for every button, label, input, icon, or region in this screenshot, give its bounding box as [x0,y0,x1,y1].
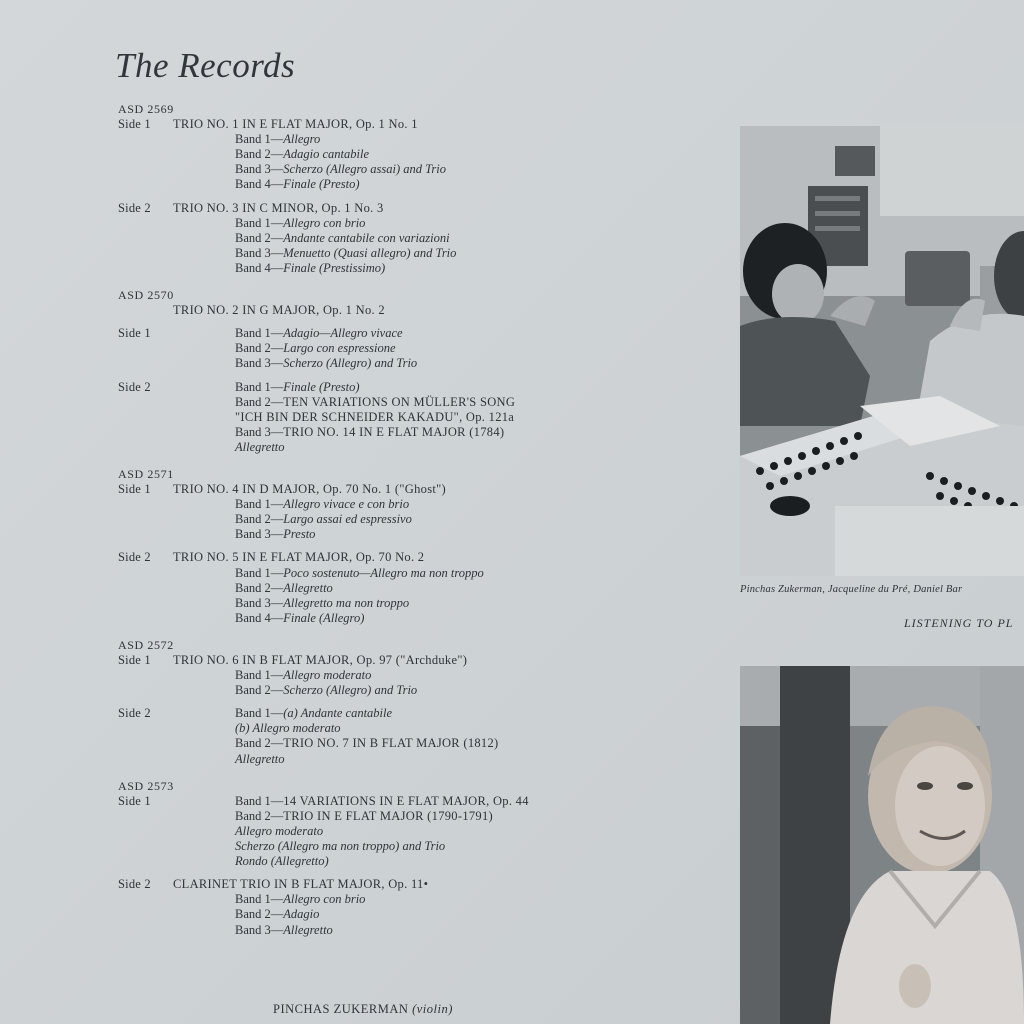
side-label [118,596,173,611]
record-side [118,380,718,455]
movement-title: Allegretto ma non troppo [283,595,410,610]
listing-row [118,497,718,512]
band-label: Band 1— [235,706,284,721]
movement-title: Allegretto [283,580,333,595]
band-label: Band 3— [235,922,284,937]
listing-row-body [173,246,718,261]
band-entry [173,425,718,440]
band-entry [173,261,718,276]
side-label [118,341,173,356]
listing-row [118,380,718,395]
catalog-number: ASD 2571 [118,466,174,481]
band-label: Band 3— [235,527,284,542]
band-entry [173,596,718,611]
movement-title: Allegro [283,132,321,147]
record-block [118,288,718,455]
listing-row [118,341,718,356]
band-entry [173,706,718,721]
side-label: Side 1 [118,482,151,497]
band-label: Band 4— [235,610,284,625]
side-label [118,527,173,542]
listing-row [118,147,718,162]
listing-row-body [173,147,718,162]
record-block [118,779,718,938]
side-label: Side 2 [118,877,151,892]
side-label [118,512,173,527]
performer-name: PINCHAS ZUKERMAN [273,1002,409,1016]
band-label: Band 1— [235,565,284,580]
listing-row-body [173,177,718,192]
record-side [118,550,718,625]
movement-title: Scherzo (Allegro) and Trio [283,683,418,698]
listing-row-body [173,923,718,938]
listing-row [118,923,718,938]
band-label: Band 2— [235,512,284,527]
listing-row [118,683,718,698]
band-label: Band 2— [235,907,284,922]
band-label: Band 3— [235,356,284,371]
listing-row-body [173,117,718,132]
side-label [118,683,173,698]
band-label: Band 3— [235,595,284,610]
band-label: Band 1— [235,793,284,808]
band-label: Band 1— [235,668,284,683]
movement-title: Allegro vivace e con brio [283,497,410,512]
movement-subtitle: Allegretto [235,439,285,454]
listing-row-body [173,356,718,371]
listing-row [118,907,718,922]
record-side [118,794,718,869]
band-label: Band 2— [235,808,284,823]
record-side [118,653,718,698]
listing-row [118,177,718,192]
listing-row [118,326,718,341]
band-label: Band 1— [235,497,284,512]
band-entry [173,341,718,356]
side-label: Side 1 [118,653,151,667]
record-block [118,102,718,276]
listing-row [118,201,718,216]
portrait-photo [740,666,1024,1024]
listing-row [118,162,718,177]
movement-title: Adagio cantabile [283,147,370,162]
side-label [118,246,173,261]
band-entry [173,809,718,824]
listing-row-body [173,201,718,216]
band-entry [173,231,718,246]
movement-title: Allegro moderato [283,668,372,683]
side-label [118,611,173,626]
record-side [118,117,718,192]
band-label: Band 1— [235,132,284,147]
band-label: Band 2— [235,147,284,162]
band-label: Band 1— [235,892,284,907]
listing-row-body [173,261,718,276]
movement-title: Largo assai ed espressivo [283,512,412,527]
side-label: Side 1 [118,793,151,808]
listing-row-body [173,596,718,611]
work-title: CLARINET TRIO IN B FLAT MAJOR, Op. 11• [173,877,429,892]
work-title-continued: "ICH BIN DER SCHNEIDER KAKADU", Op. 121a [235,409,515,424]
listing-row [118,216,718,231]
listing-row-body [173,303,718,318]
band-label: Band 2— [235,394,284,409]
band-entry [173,736,718,751]
listing-row [118,706,718,736]
listing-row-body [173,527,718,542]
record-side [118,303,718,318]
movement-subtitle: Rondo (Allegretto) [235,854,329,869]
band-label: Band 3— [235,245,284,260]
side-label [118,162,173,177]
movement-title: (a) Andante cantabile [283,706,393,721]
side-label [118,425,173,455]
portrait-illustration [740,666,1024,1024]
work-title: 14 VARIATIONS IN E FLAT MAJOR, Op. 44 [283,793,529,808]
listing-row [118,611,718,626]
work-title: TRIO NO. 4 IN D MAJOR, Op. 70 No. 1 ("Ghost") [173,482,447,497]
listing-row [118,566,718,581]
side-label [118,923,173,938]
movement-title: Finale (Prestissimo) [283,260,386,275]
listing-row-body [173,581,718,596]
movement-title: Poco sostenuto—Allegro ma non troppo [283,565,484,580]
band-entry [173,527,718,542]
band-label: Band 3— [235,162,284,177]
band-entry [173,162,718,177]
movement-title: Menuetto (Quasi allegro) and Trio [283,245,457,260]
listing-row-body [173,497,718,512]
side-label [118,736,173,766]
listing-row [118,892,718,907]
listing-row-body [173,668,718,683]
work-title: TRIO NO. 2 IN G MAJOR, Op. 1 No. 2 [173,303,385,318]
listing-row-body [173,231,718,246]
catalog-number: ASD 2572 [118,637,174,652]
movement-subtitle: Allegretto [235,751,285,766]
band-entry [173,497,718,512]
listing-row-body [173,341,718,356]
movement-title: Adagio—Allegro vivace [283,326,403,341]
listing-row [118,512,718,527]
band-entry [173,356,718,371]
movement-title: Finale (Allegro) [283,610,365,625]
listing-row [118,668,718,683]
listing-row-body [173,482,718,497]
listing-row-body [173,395,718,425]
listing-row-body [173,611,718,626]
band-label: Band 4— [235,177,284,192]
performer-credit [273,1002,453,1017]
side-label: Side 2 [118,706,151,721]
band-label: Band 1— [235,379,284,394]
movement-subtitle: (b) Allegro moderato [235,721,341,736]
band-entry [173,326,718,341]
band-entry [173,581,718,596]
record-side [118,706,718,766]
side-label [118,497,173,512]
band-label: Band 1— [235,215,284,230]
side-label [118,809,173,869]
performer-instrument: (violin) [412,1002,453,1016]
side-label [118,581,173,596]
work-title: TRIO IN E FLAT MAJOR (1790-1791) [283,808,493,823]
side-label: Side 1 [118,117,151,132]
record-side [118,201,718,276]
listing-row [118,596,718,611]
side-label [118,216,173,231]
listing-row [118,425,718,455]
band-entry [173,923,718,938]
band-entry [173,907,718,922]
band-label: Band 2— [235,341,284,356]
side-label [118,356,173,371]
listing-row [118,809,718,869]
listing-row-body [173,706,718,736]
page-title: The Records [115,46,296,85]
band-entry [173,380,718,395]
band-entry [173,395,718,410]
listing-row [118,356,718,371]
band-entry [173,892,718,907]
band-entry [173,246,718,261]
movement-title: Scherzo (Allegro assai) and Trio [283,162,446,177]
band-entry [173,668,718,683]
side-label: Side 2 [118,550,151,565]
work-title: TRIO NO. 5 IN E FLAT MAJOR, Op. 70 No. 2 [173,550,425,565]
side-label [118,231,173,246]
catalog-number: ASD 2570 [118,288,174,303]
band-label: Band 3— [235,424,284,439]
catalog-number: ASD 2573 [118,778,174,793]
record-listing [118,102,718,950]
listing-row-body [173,326,718,341]
listing-row [118,132,718,147]
recording-session-photo [740,126,1024,576]
movement-title: Andante cantabile con variazioni [283,230,450,245]
movement-title: Allegretto [283,922,333,937]
listing-row-body [173,653,718,668]
band-entry [173,611,718,626]
listing-row-body [173,794,718,809]
record-side [118,482,718,542]
band-entry [173,683,718,698]
side-label: Side 1 [118,326,151,341]
listing-row [118,261,718,276]
listing-row [118,246,718,261]
movement-subtitle: Allegro moderato [235,823,324,838]
work-title: TRIO NO. 14 IN E FLAT MAJOR (1784) [283,424,505,439]
listing-row [118,581,718,596]
listing-row [118,736,718,766]
side-label [118,395,173,425]
listing-row-body [173,512,718,527]
listing-row-body [173,162,718,177]
listing-row-body [173,877,718,892]
movement-title: Allegro con brio [283,215,366,230]
band-entry [173,512,718,527]
photo-caption: Pinchas Zukerman, Jacqueline du Pré, Daniel Bar [740,584,963,595]
listing-row-body [173,892,718,907]
band-entry [173,132,718,147]
work-title: TRIO NO. 6 IN B FLAT MAJOR, Op. 97 ("Archduke") [173,653,468,667]
listing-row [118,653,718,668]
side-label [118,147,173,162]
listing-row [118,550,718,565]
recording-session-illustration [740,126,1024,576]
movement-title: Finale (Presto) [283,177,360,192]
band-label: Band 2— [235,736,284,751]
work-title: TEN VARIATIONS ON MÜLLER'S SONG [283,394,516,409]
listing-row-body [173,425,718,455]
band-entry [173,794,718,809]
listing-row-body [173,683,718,698]
work-title: TRIO NO. 3 IN C MINOR, Op. 1 No. 3 [173,200,384,215]
movement-title: Largo con espressione [283,341,396,356]
listing-row [118,303,718,318]
listing-row-body [173,380,718,395]
band-label: Band 4— [235,260,284,275]
band-label: Band 1— [235,326,284,341]
movement-title: Adagio [283,907,320,922]
side-label [118,892,173,907]
listing-row [118,231,718,246]
movement-title: Presto [283,527,316,542]
movement-title: Scherzo (Allegro) and Trio [283,356,418,371]
listing-row-body [173,907,718,922]
catalog-number: ASD 2569 [118,102,174,116]
listing-row-body [173,132,718,147]
record-side [118,326,718,371]
side-label [118,303,173,318]
band-label: Band 2— [235,683,284,698]
listing-row-body [173,809,718,869]
work-title: TRIO NO. 7 IN B FLAT MAJOR (1812) [283,736,499,751]
listing-row-body [173,550,718,565]
band-label: Band 2— [235,230,284,245]
band-entry [173,566,718,581]
band-label: Band 2— [235,580,284,595]
movement-subtitle: Scherzo (Allegro ma non troppo) and Trio [235,839,446,854]
record-block [118,467,718,626]
band-entry [173,177,718,192]
listing-row [118,482,718,497]
band-entry [173,147,718,162]
side-label [118,261,173,276]
movement-title: Allegro con brio [283,892,366,907]
side-label [118,907,173,922]
movement-title: Finale (Presto) [283,379,360,394]
work-title: TRIO NO. 1 IN E FLAT MAJOR, Op. 1 No. 1 [173,117,418,132]
listing-row [118,117,718,132]
side-label: Side 2 [118,200,151,215]
listing-row-body [173,566,718,581]
side-label [118,177,173,192]
side-label [118,668,173,683]
listing-row-body [173,736,718,766]
photo-section-title: LISTENING TO PL [904,616,1014,630]
record-side [118,877,718,937]
listing-row [118,794,718,809]
side-label: Side 2 [118,379,151,394]
side-label [118,132,173,147]
side-label [118,566,173,581]
band-entry [173,216,718,231]
listing-row [118,527,718,542]
record-block [118,638,718,767]
listing-row [118,877,718,892]
listing-row-body [173,216,718,231]
listing-row [118,395,718,425]
